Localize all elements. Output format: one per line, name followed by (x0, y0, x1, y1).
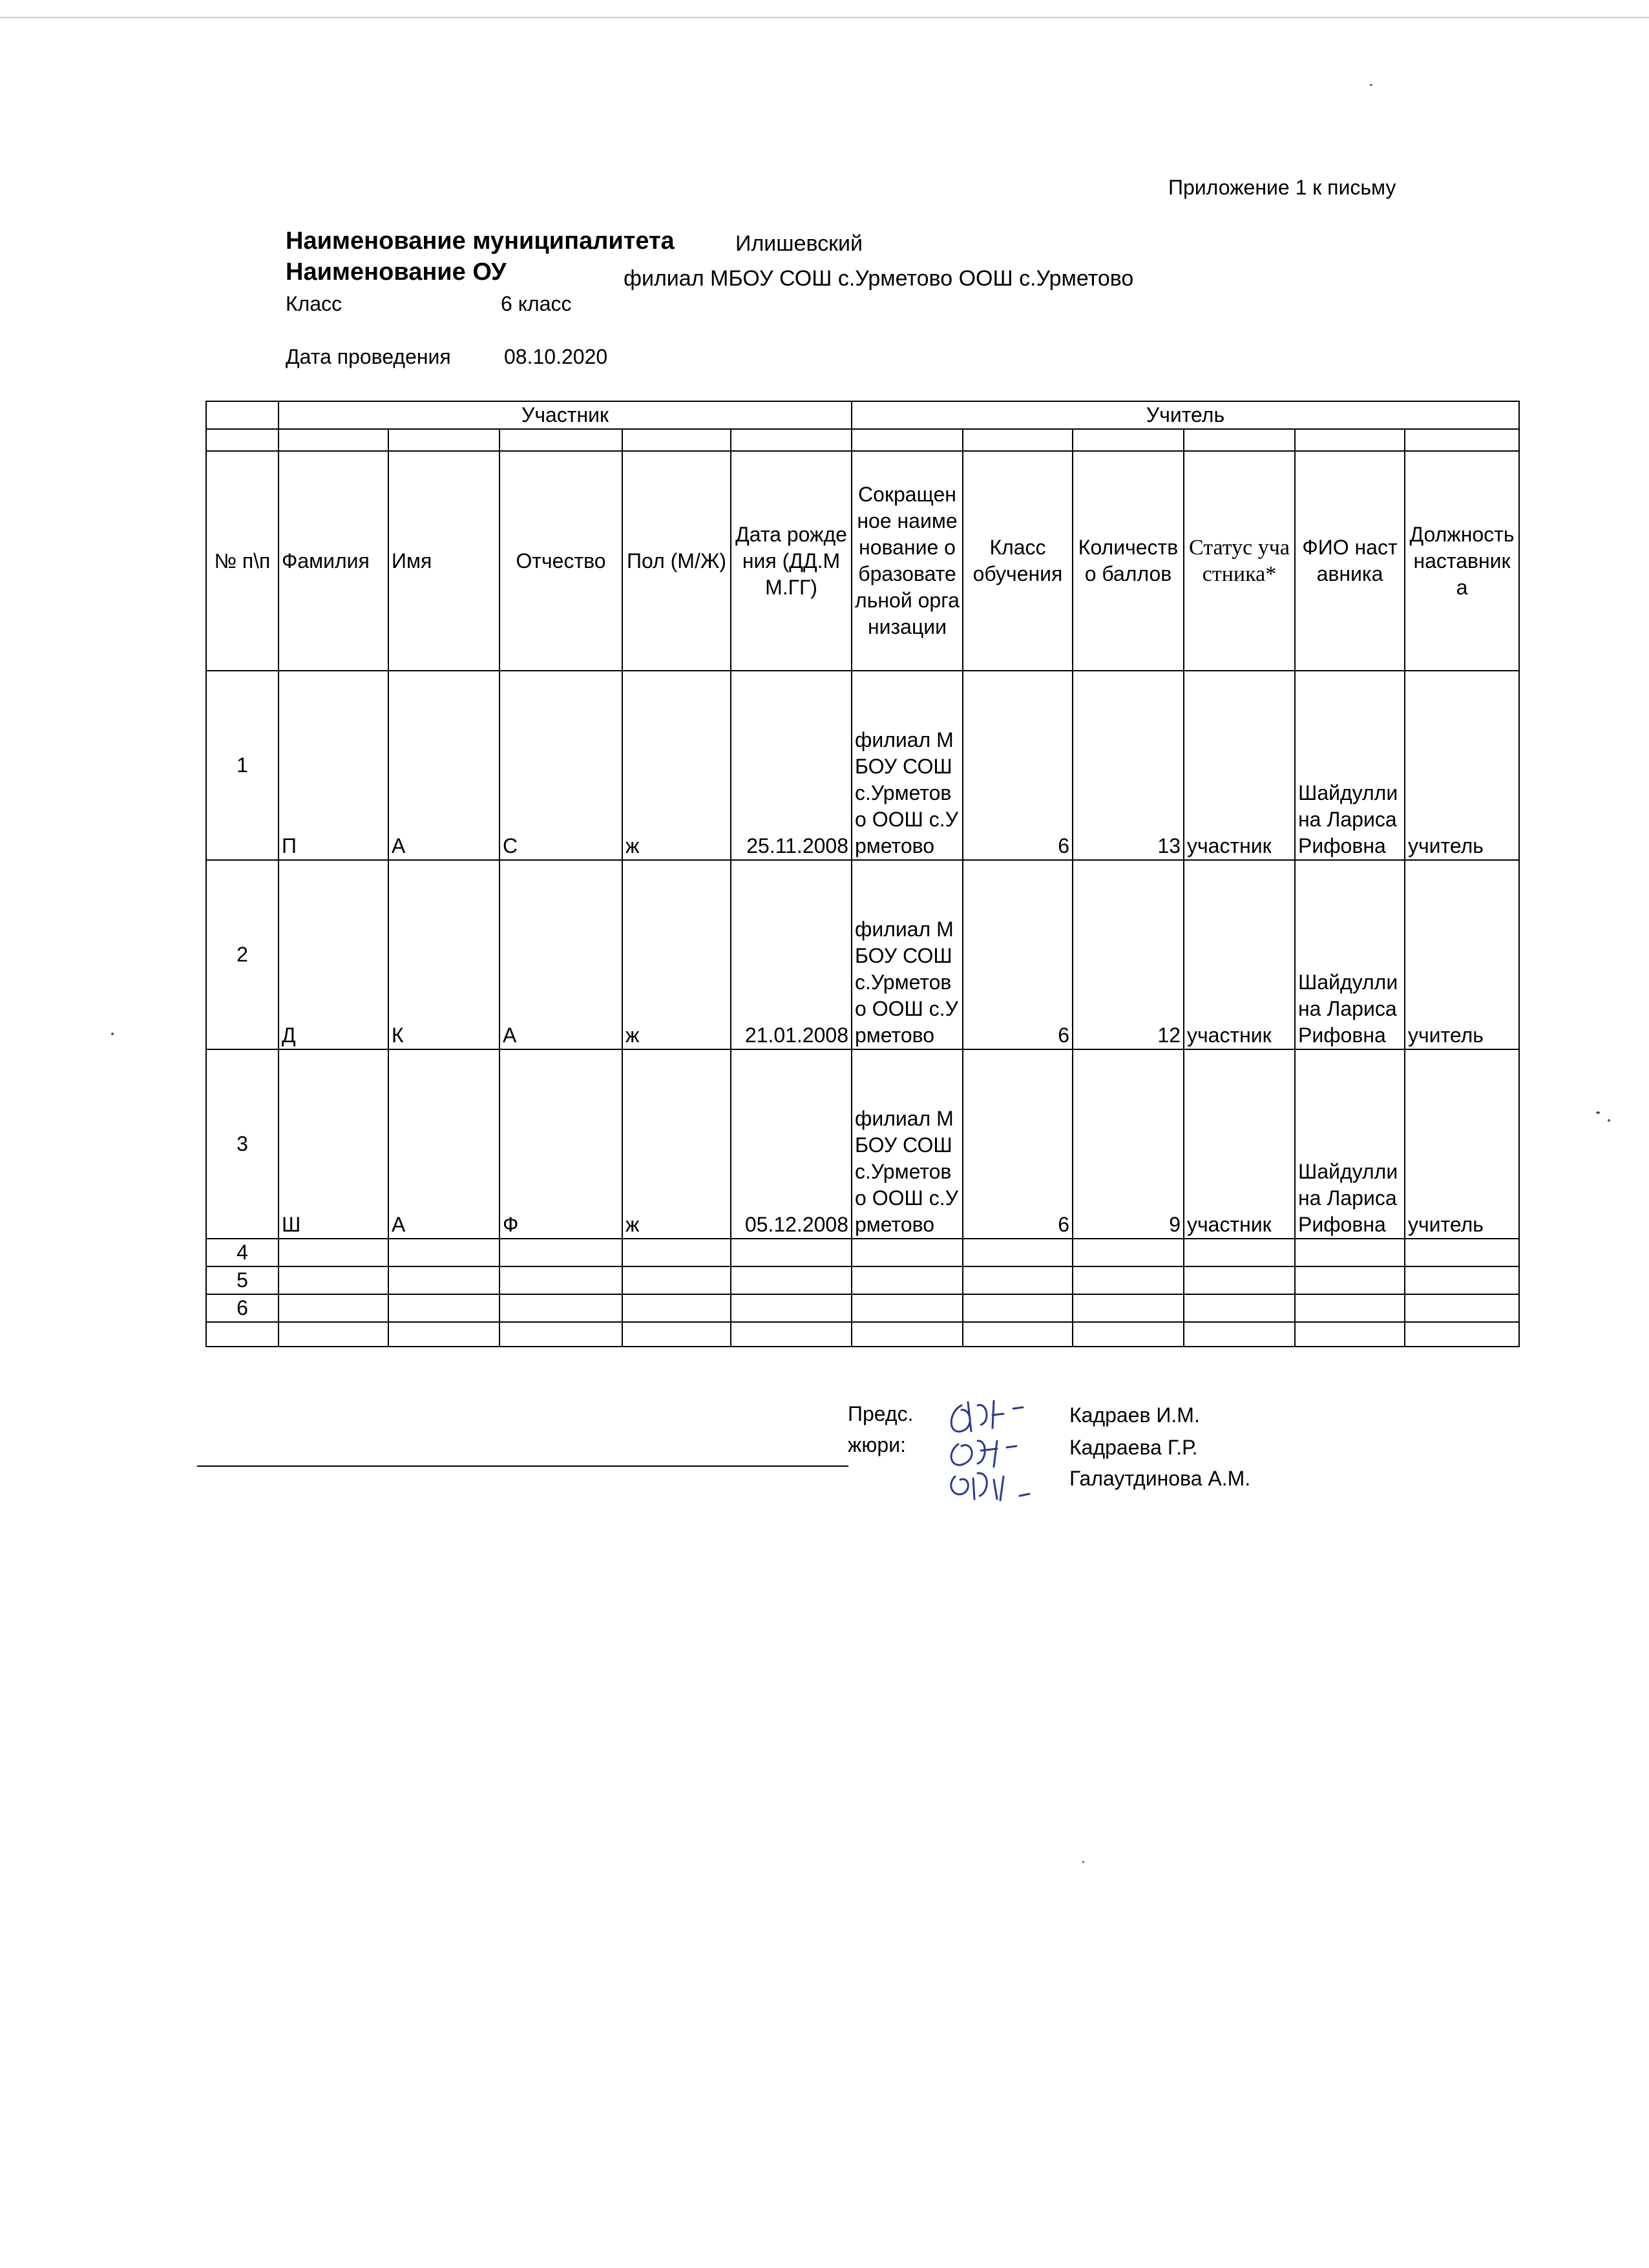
municipality-value: Илишевский (735, 231, 863, 256)
cell-birthdate: 21.01.2008 (731, 860, 852, 1049)
table-row (206, 1049, 1519, 1239)
class-label: Класс (286, 292, 342, 315)
signature-line (197, 1465, 848, 1467)
cell-position: учитель (1405, 671, 1519, 860)
class-value: 6 класс (501, 292, 572, 315)
jury-label-2: жюри: (848, 1433, 906, 1456)
table-row (206, 671, 1519, 860)
empty-row (206, 1239, 1519, 1266)
results-table (205, 401, 1520, 1347)
col-name: Имя (388, 451, 499, 671)
row-number: 1 (206, 671, 278, 860)
cell-sex: ж (622, 671, 731, 860)
col-organization: Сокращенное наименование образовательной организации (852, 451, 963, 671)
municipality-label: Наименование муниципалитета (286, 227, 675, 255)
cell-name: А (388, 671, 499, 860)
table-row (206, 860, 1519, 1049)
row-number (206, 1322, 278, 1347)
row-number: 6 (206, 1294, 278, 1322)
col-status: Статус участника* (1184, 451, 1295, 671)
empty-row (206, 1322, 1519, 1347)
scan-speck (1082, 1861, 1084, 1863)
cell-mentor: Шайдуллина Лариса Рифовна (1295, 860, 1405, 1049)
cell-organization: филиал МБОУ СОШ с.Урметово ООШ с.Урметово (852, 1049, 963, 1239)
scan-speck (1596, 1111, 1600, 1114)
jury-member: Галаутдинова А.М. (1069, 1467, 1251, 1490)
row-number: 2 (206, 860, 278, 1049)
empty-row (206, 1266, 1519, 1294)
scan-speck (1370, 84, 1372, 86)
col-surname: Фамилия (278, 451, 388, 671)
cell-score: 12 (1073, 860, 1184, 1049)
empty-row (206, 1294, 1519, 1322)
cell-patronymic: А (499, 860, 622, 1049)
cell-status: участник (1184, 671, 1295, 860)
cell-status: участник (1184, 860, 1295, 1049)
cell-position: учитель (1405, 1049, 1519, 1239)
cell-sex: ж (622, 860, 731, 1049)
col-mentor: ФИО наставника (1295, 451, 1405, 671)
scan-speck (1608, 1119, 1610, 1122)
jury-signatures (942, 1396, 1058, 1506)
col-patronymic: Отчество (499, 451, 622, 671)
row-number: 3 (206, 1049, 278, 1239)
group-participant: Участник (278, 401, 852, 429)
group-blank (206, 401, 278, 429)
jury-member: Кадраева Г.Р. (1069, 1436, 1198, 1459)
cell-name: А (388, 1049, 499, 1239)
jury-label-1: Предс. (848, 1402, 914, 1425)
cell-birthdate: 05.12.2008 (731, 1049, 852, 1239)
scan-edge-line (0, 17, 1649, 18)
date-value: 08.10.2020 (504, 345, 608, 368)
row-number: 4 (206, 1239, 278, 1266)
school-value: филиал МБОУ СОШ с.Урметово ООШ с.Урметово (624, 266, 1134, 291)
row-number: 5 (206, 1266, 278, 1294)
col-number: № п\п (206, 451, 278, 671)
date-label: Дата проведения (286, 345, 451, 368)
cell-score: 13 (1073, 671, 1184, 860)
scan-speck (111, 1033, 114, 1035)
cell-mentor: Шайдуллина Лариса Рифовна (1295, 671, 1405, 860)
col-birthdate: Дата рождения (ДД.ММ.ГГ) (731, 451, 852, 671)
col-position: Должность наставника (1405, 451, 1519, 671)
cell-grade: 6 (963, 860, 1073, 1049)
group-teacher: Учитель (852, 401, 1519, 429)
col-grade: Класс обучения (963, 451, 1073, 671)
cell-sex: ж (622, 1049, 731, 1239)
cell-organization: филиал МБОУ СОШ с.Урметово ООШ с.Урметово (852, 860, 963, 1049)
cell-surname: Ш (278, 1049, 388, 1239)
col-score: Количество баллов (1073, 451, 1184, 671)
cell-name: К (388, 860, 499, 1049)
school-label: Наименование ОУ (286, 258, 507, 286)
cell-grade: 6 (963, 1049, 1073, 1239)
cell-organization: филиал МБОУ СОШ с.Урметово ООШ с.Урметово (852, 671, 963, 860)
cell-status: участник (1184, 1049, 1295, 1239)
cell-mentor: Шайдуллина Лариса Рифовна (1295, 1049, 1405, 1239)
cell-patronymic: Ф (499, 1049, 622, 1239)
cell-surname: П (278, 671, 388, 860)
group-header-row (206, 401, 1519, 429)
cell-score: 9 (1073, 1049, 1184, 1239)
column-header-row (206, 451, 1519, 671)
spacer-row (206, 429, 1519, 451)
cell-grade: 6 (963, 671, 1073, 860)
jury-member: Кадраев И.М. (1069, 1403, 1200, 1427)
cell-position: учитель (1405, 860, 1519, 1049)
cell-surname: Д (278, 860, 388, 1049)
cell-birthdate: 25.11.2008 (731, 671, 852, 860)
col-sex: Пол (М/Ж) (622, 451, 731, 671)
appendix-note: Приложение 1 к письму (1168, 176, 1396, 199)
cell-patronymic: С (499, 671, 622, 860)
